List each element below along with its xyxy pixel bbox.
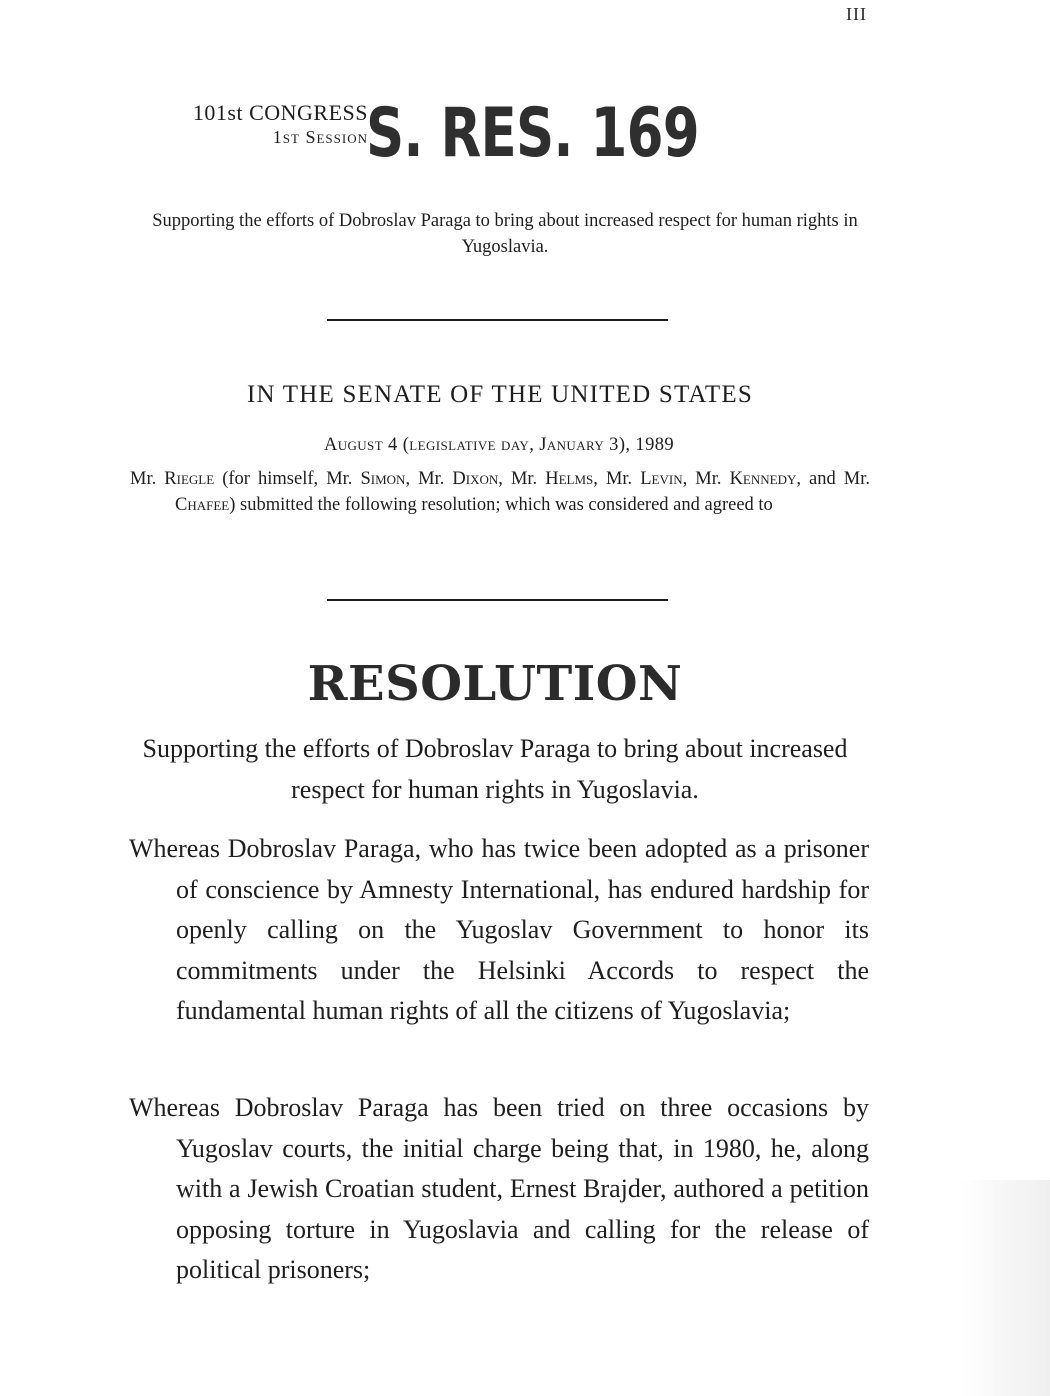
- sponsors-text: , Mr.: [498, 469, 546, 489]
- sponsors-text: , Mr.: [682, 469, 730, 489]
- whereas-clause: Whereas Dobroslav Paraga, who has twice been adopted as a prisoner of conscience by Amnesty International, has endured hardship for openly calling on the Yugoslav Government to honor its commitments under the Helsinki Accords to respect the fundamental human rights of all the citizens of Yugoslavia;: [129, 834, 869, 1025]
- document-type-heading: RESOLUTION: [307, 656, 683, 712]
- chamber-heading: IN THE SENATE OF THE UNITED STATES: [247, 381, 753, 408]
- cosponsor-name: Dixon: [452, 469, 499, 489]
- page-number: III: [846, 4, 867, 24]
- sponsors-text: , Mr.: [593, 469, 641, 489]
- cosponsor-name: Kennedy: [729, 469, 797, 489]
- official-title: Supporting the efforts of Dobroslav Paraga to bring about increased respect for human rights in Yugoslavia.: [142, 734, 848, 804]
- sponsors-text: ) submitted the following resolution; which was considered and agreed to: [229, 495, 773, 515]
- whereas-clause: Whereas Dobroslav Paraga has been tried on three occasions by Yugoslav courts, the initial charge being that, in 1980, he, along with a Jewish Croatian student, Ernest Brajder, authored a petition opposing torture in Yugoslavia and calling for the release of political prisoners;: [129, 1093, 869, 1284]
- congress-label: 101st CONGRESS: [192, 100, 368, 125]
- cosponsor-name: Chafee: [175, 495, 230, 515]
- cosponsor-name: Simon: [360, 469, 406, 489]
- sponsors-text: Mr.: [130, 469, 165, 489]
- session-label: 1st Session: [272, 127, 368, 147]
- cosponsor-name: Levin: [640, 469, 683, 489]
- divider-rule: [327, 319, 668, 321]
- scan-shadow: [960, 1180, 1050, 1396]
- sponsors-text: (for himself, Mr.: [214, 469, 361, 489]
- sponsors-paragraph: [130, 466, 870, 518]
- action-date: August 4 (legislative day, January 3), 1989: [323, 435, 675, 455]
- divider-rule: [327, 599, 668, 601]
- sponsor-name: Riegle: [164, 469, 215, 489]
- cosponsor-name: Helms: [545, 469, 594, 489]
- bill-number: S. RES. 169: [366, 94, 699, 173]
- short-title: Supporting the efforts of Dobroslav Paraga to bring about increased respect for human rights in Yugoslavia.: [152, 211, 858, 257]
- congress-session-block: [110, 100, 368, 150]
- sponsors-text: , and Mr.: [796, 469, 871, 489]
- sponsors-text: , Mr.: [405, 469, 453, 489]
